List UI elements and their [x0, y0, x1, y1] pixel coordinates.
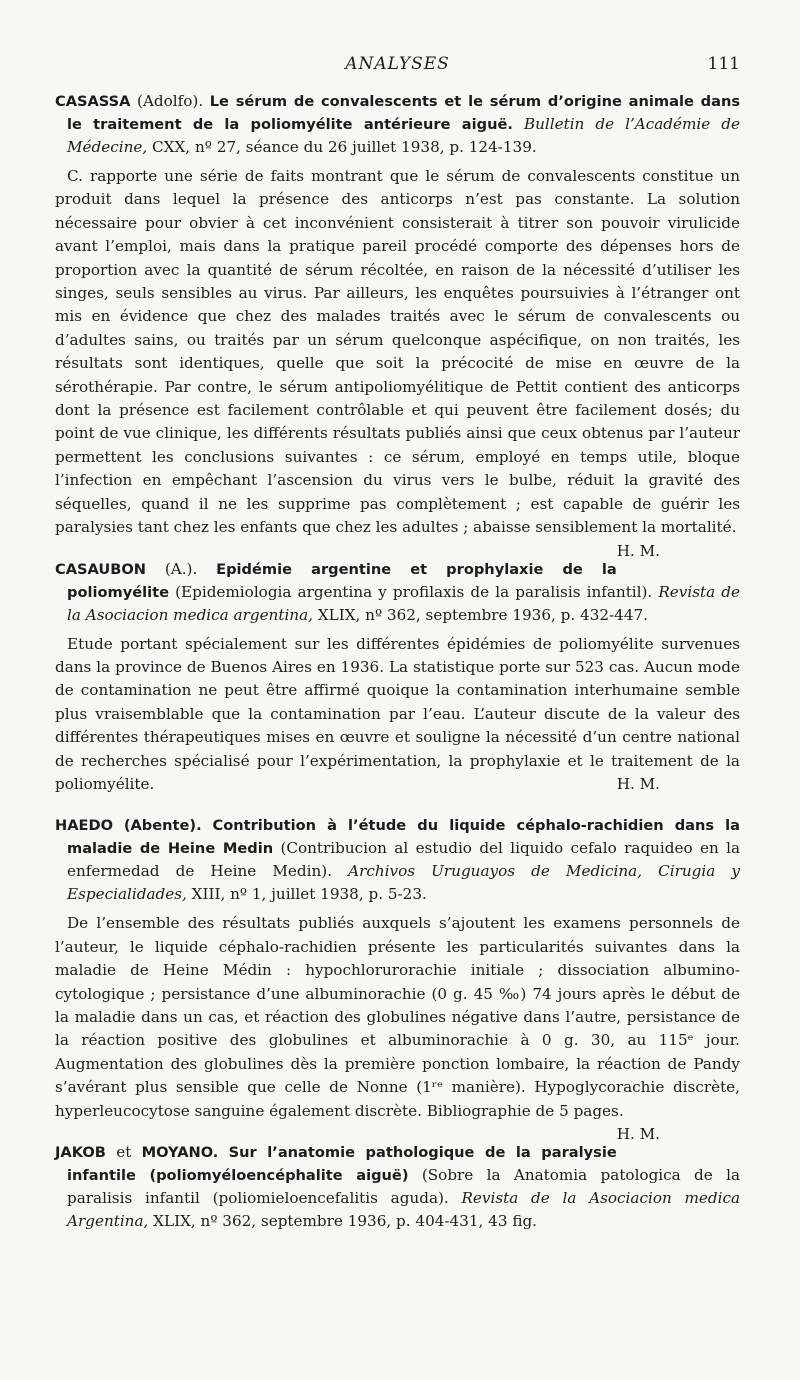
- author-detail: (A.).: [164, 559, 198, 578]
- analysis-entry: [55, 1141, 740, 1233]
- analysis-entry: [55, 814, 741, 1143]
- article-title: Epidémie argentine et prophylaxie de la poliomyélite: [67, 560, 617, 601]
- abstract-body: C. rapporte une série de faits montrant que le sérum de convalescents constitue un produit dans lequel la présence des anticorps n’est pas constante. La solution nécessaire pour obvier à cet inconvénient consisterait à titrer son pouvoir virulicide avant l’emploi, mais dans la pratique pareil procédé comporte des dépenses hors de proportion avec la quantité de sérum récoltée, en raison de la nécessité d’utiliser les singes, seuls sensibles au virus. Par ailleurs, les enquêtes poursuivies à l’étranger ont mis en évidence que chez des malades traités avec le sérum de convalescents ou d’adultes sains, ou traités par un sérum quelconque aspécifique, on non traités, les résultats sont identiques, quelle que soit la précocité de mise en œuvre de la sérothérapie. Par contre, le sérum antipoliomyélitique de Pettit contient des anticorps dont la présence est facilement contrôlable et qui peuvent être facilement dosés; du point de vue clinique, les différents résultats publiés ainsi que ceux obtenus par l’auteur permettent les conclusions suivantes : ce sérum, employé en temps utile, bloque l’infection en empêchant l’ascension du virus vers le bulbe, réduit la gravité des séquelles, quand il ne les supprime pas complètement ; est capable de guérir les paralysies tant chez les enfants que chez les adultes ; abaisse sensiblement la mortalité.: [55, 167, 740, 537]
- author-detail: (Adolfo).: [137, 92, 204, 110]
- reviewer-initials: H. M.: [616, 774, 660, 793]
- journal-name: Revista de la Asociacion medica Argentina,: [67, 1189, 741, 1230]
- article-subtitle: (Epidemiologia argentina y profilaxis de la paralisis infantil).: [175, 582, 653, 601]
- article-subtitle: (Sobre la Anatomia patologica de la paralisis infantil (poliomieloencefalitis aguda).: [67, 1166, 740, 1207]
- article-subtitle: (Contribucion al estudio del liquido cefalo raquideo en la enfermedad de Heine Medin).: [67, 839, 740, 881]
- abstract-body: De l’ensemble des résultats publiés auxquels s’ajoutent les examens personnels de l’auteur, le liquide céphalo-rachidien présente les particularités suivantes dans la maladie de Heine Médin : hypochlorurorachie initiale ; dissociation albumino-cytologique ; persistance d’une albuminorachie (0 g. 45 ‰) 74 jours après le début de la maladie dans un cas, et réaction des globulines négative dans l’autre, persistance de la réaction positive des globulines et albuminorachie à 0 g. 30, au 115ᵉ jour. Augmentation des globulines dès la première ponction lombaire, la réaction de Pandy s’avérant plus sensible que celle de Nonne (1ʳᵉ manière). Hypoglycorachie discrète, hyperleucocytose sanguine également discrète. Bibliographie de 5 pages.: [55, 914, 740, 1120]
- author-detail: (Abente).: [123, 817, 202, 835]
- publication-details: XLIX, nº 362, septembre 1936, p. 432-447.: [317, 605, 648, 624]
- publication-details: XLIX, nº 362, septembre 1936, p. 404-431, 43 fig.: [153, 1212, 538, 1230]
- abstract-body: Etude portant spécialement sur les différentes épidémies de poliomyélite survenues dans la province de Buenos Aires en 1936. La statistique porte sur 523 cas. Aucun mode de contamination ne peut être affirmé quoique la contamination interhumaine semble plus vraisemblable que la contamination par l’eau. L’auteur discute de la valeur des différentes thérapeutiques mises en œuvre et souligne la nécessité d’un centre national de recherches spécialisé pour l’expérimentation, la prophylaxie et le traitement de la poliomyélite.: [55, 634, 740, 793]
- second-author-name: MOYANO.: [141, 1144, 219, 1161]
- article-title: Contribution à l’étude du liquide céphalo-rachidien dans la maladie de Heine Medin: [67, 817, 741, 858]
- reviewer-initials: H. M.: [616, 1125, 660, 1143]
- analysis-entry: [55, 558, 740, 797]
- publication-details: CXX, nº 27, séance du 26 juillet 1938, p. 124-139.: [152, 138, 537, 156]
- page-header: [55, 54, 740, 82]
- abstract-text: [55, 912, 740, 1143]
- reviewer-initials: H. M.: [616, 541, 660, 560]
- citation: [55, 558, 740, 627]
- article-title: Le sérum de convalescents et le sérum d’origine animale dans le traitement de la poliomyélite antérieure aiguë.: [67, 93, 741, 133]
- author-name: CASAUBON: [55, 560, 146, 578]
- citation: [55, 814, 740, 906]
- author-name: HAEDO: [55, 817, 113, 835]
- citation: [55, 90, 740, 159]
- author-detail: et: [116, 1143, 132, 1161]
- page-number: 111: [707, 54, 740, 74]
- analysis-entry: [55, 90, 741, 560]
- author-name: CASASSA: [55, 93, 131, 110]
- running-title: ANALYSES: [345, 54, 450, 74]
- abstract-text: [55, 633, 740, 797]
- journal-name: Bulletin de l’Académie de Médecine,: [67, 115, 740, 156]
- journal-name: Archivos Uruguayos de Medicina, Cirugia y Especialidades,: [67, 862, 740, 904]
- abstract-text: [55, 165, 740, 560]
- journal-name: Revista de la Asociacion medica argentina,: [67, 582, 740, 624]
- citation: [55, 1141, 740, 1233]
- author-name: JAKOB: [55, 1144, 106, 1161]
- article-title: Sur l’anatomie pathologique de la paralysie infantile (poliomyéloencéphalite aiguë): [67, 1144, 617, 1184]
- analyses-list: [55, 90, 740, 1251]
- publication-details: XIII, nº 1, juillet 1938, p. 5-23.: [191, 885, 427, 904]
